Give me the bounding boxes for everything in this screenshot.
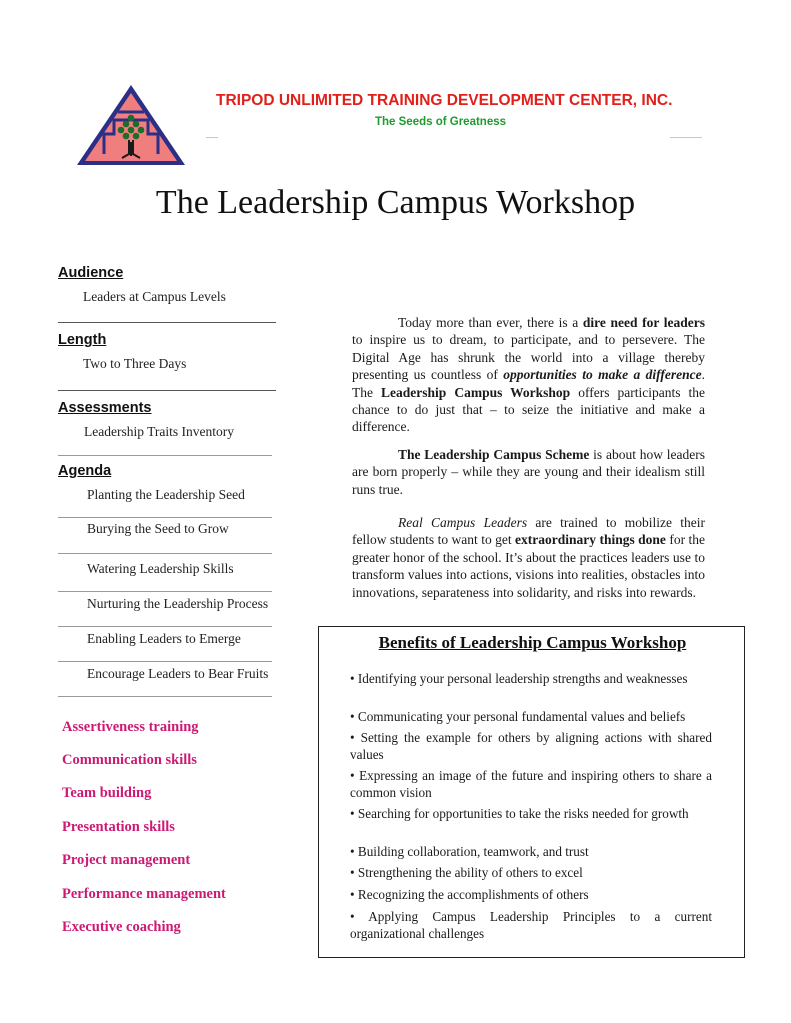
program-item: Project management <box>62 852 191 868</box>
benefits-title: Benefits of Leadership Campus Workshop <box>378 633 687 652</box>
program-item: Presentation skills <box>62 819 175 835</box>
benefit-item: • Expressing an image of the future and inspiring others to share a common vision <box>350 768 712 800</box>
length-heading: Length <box>58 332 107 348</box>
agenda-heading: Agenda <box>58 463 112 479</box>
divider <box>58 553 272 554</box>
benefit-item: • Applying Campus Leadership Principles to a current organizational challenges <box>350 909 712 941</box>
program-item: Team building <box>62 785 152 801</box>
program-item: Performance management <box>62 886 226 902</box>
tripod-logo-icon <box>74 82 188 168</box>
divider <box>58 390 276 391</box>
divider <box>58 517 272 518</box>
scheme-paragraph: The Leadership Campus Scheme is about how leaders are born properly – while they are young and their idealism still runs true. <box>352 447 705 497</box>
length-item: Two to Three Days <box>83 356 187 371</box>
divider <box>58 661 272 662</box>
benefits-box <box>318 626 745 958</box>
header-divider <box>670 137 702 138</box>
org-name: TRIPOD UNLIMITED TRAINING DEVELOPMENT CENTER, INC. <box>216 92 673 109</box>
agenda-item: Burying the Seed to Grow <box>87 521 229 536</box>
benefit-item: • Recognizing the accomplishments of others <box>350 887 589 902</box>
benefit-item: • Communicating your personal fundamental values and beliefs <box>350 709 686 724</box>
program-item: Communication skills <box>62 752 197 768</box>
benefit-item: • Setting the example for others by aligning actions with shared values <box>350 730 712 762</box>
divider <box>58 455 272 456</box>
program-item: Executive coaching <box>62 919 181 935</box>
divider <box>58 322 276 323</box>
divider <box>58 591 272 592</box>
agenda-item: Encourage Leaders to Bear Fruits <box>87 666 269 681</box>
page-title: The Leadership Campus Workshop <box>155 184 636 221</box>
agenda-item: Planting the Leadership Seed <box>87 487 245 502</box>
header-divider <box>206 137 218 138</box>
assessments-item: Leadership Traits Inventory <box>84 424 234 439</box>
agenda-item: Watering Leadership Skills <box>87 561 234 576</box>
audience-item: Leaders at Campus Levels <box>83 289 226 304</box>
agenda-item: Nurturing the Leadership Process <box>87 596 269 611</box>
intro-paragraph: Today more than ever, there is a dire need for leaders to inspire us to dream, to participate, and to persevere. The Digital Age has shrunk the world into a village thereby presenting us countless of opportunities to make a difference. The Leadership Campus Workshop offers participants the chance to do just that – to seize the initiative and make a difference. <box>352 315 705 435</box>
divider <box>58 696 272 697</box>
divider <box>58 626 272 627</box>
assessments-heading: Assessments <box>58 400 152 416</box>
benefit-item: • Strengthening the ability of others to excel <box>350 865 583 880</box>
agenda-item: Enabling Leaders to Emerge <box>87 631 241 646</box>
benefit-item: • Identifying your personal leadership strengths and weaknesses <box>350 671 688 686</box>
audience-heading: Audience <box>58 265 124 281</box>
benefit-item: • Building collaboration, teamwork, and trust <box>350 844 589 859</box>
tagline: The Seeds of Greatness <box>375 116 507 128</box>
campus-leaders-paragraph: Real Campus Leaders are trained to mobilize their fellow students to want to get extraordinary things done for the greater honor of the school. It’s about the practices leaders use to transform values into actions, visions into realities, obstacles into innovations, separateness into solidarity, and risks into rewards. <box>352 515 706 600</box>
benefit-item: • Searching for opportunities to take the risks needed for growth <box>350 806 689 821</box>
program-item: Assertiveness training <box>62 719 199 735</box>
